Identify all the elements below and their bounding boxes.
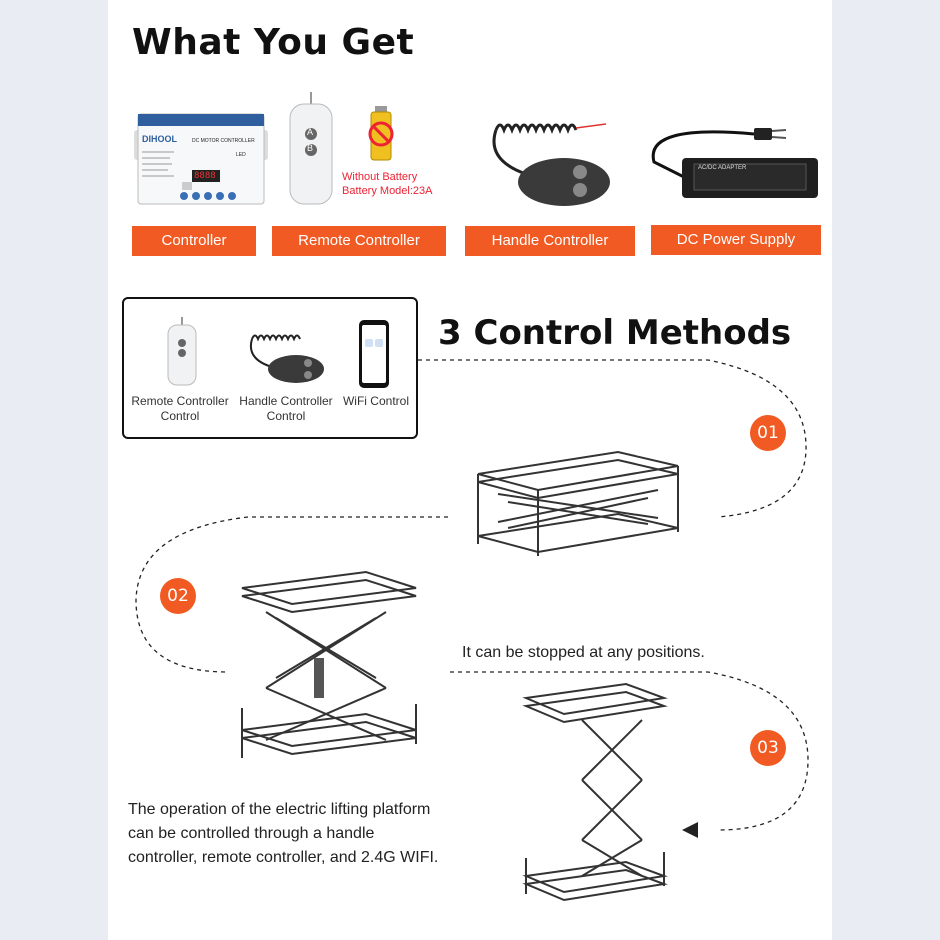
control-methods-title: 3 Control Methods (438, 313, 792, 353)
adapter-label: AC/DC ADAPTER (698, 165, 747, 171)
controller-panel-title: DC MOTOR CONTROLLER (192, 138, 255, 144)
method-wifi-line1: WiFi Control (342, 394, 409, 408)
description-line2: can be controlled through a handle (128, 825, 375, 842)
step-03-badge: 03 (750, 730, 786, 766)
description-line3: controller, remote controller, and 2.4G WIFI. (128, 849, 439, 866)
description-text (128, 798, 488, 870)
description-line1: The operation of the electric lifting platform (128, 801, 431, 818)
product-page (108, 0, 832, 940)
step-02-badge: 02 (160, 578, 196, 614)
controller-brand: DIHOOL (142, 134, 177, 144)
method-handle-line2: Control (266, 409, 306, 423)
label-remote-controller: Remote Controller (272, 226, 446, 256)
step-01-badge: 01 (750, 415, 786, 451)
battery-note-line2: Battery Model:23A (342, 185, 433, 197)
label-dc-power-supply: DC Power Supply (651, 225, 821, 255)
method-handle-line1: Handle Controller (239, 394, 333, 408)
lift-platform-mid (236, 568, 422, 764)
lift-platform-raised (522, 680, 668, 910)
remote-label-a: A (307, 127, 314, 137)
method-remote-line2: Control (160, 409, 200, 423)
controller-display: 8888 (194, 171, 216, 181)
method-remote-line1: Remote Controller (131, 394, 229, 408)
remote-label-b: B (307, 143, 314, 153)
label-handle-controller: Handle Controller (465, 226, 635, 256)
stop-note: It can be stopped at any positions. (462, 644, 705, 661)
label-controller: Controller (132, 226, 256, 256)
what-you-get-title: What You Get (132, 22, 415, 63)
battery-note-line1: Without Battery (342, 171, 418, 183)
controller-led-label: LED (236, 152, 246, 158)
lift-platform-lowered (468, 444, 688, 562)
